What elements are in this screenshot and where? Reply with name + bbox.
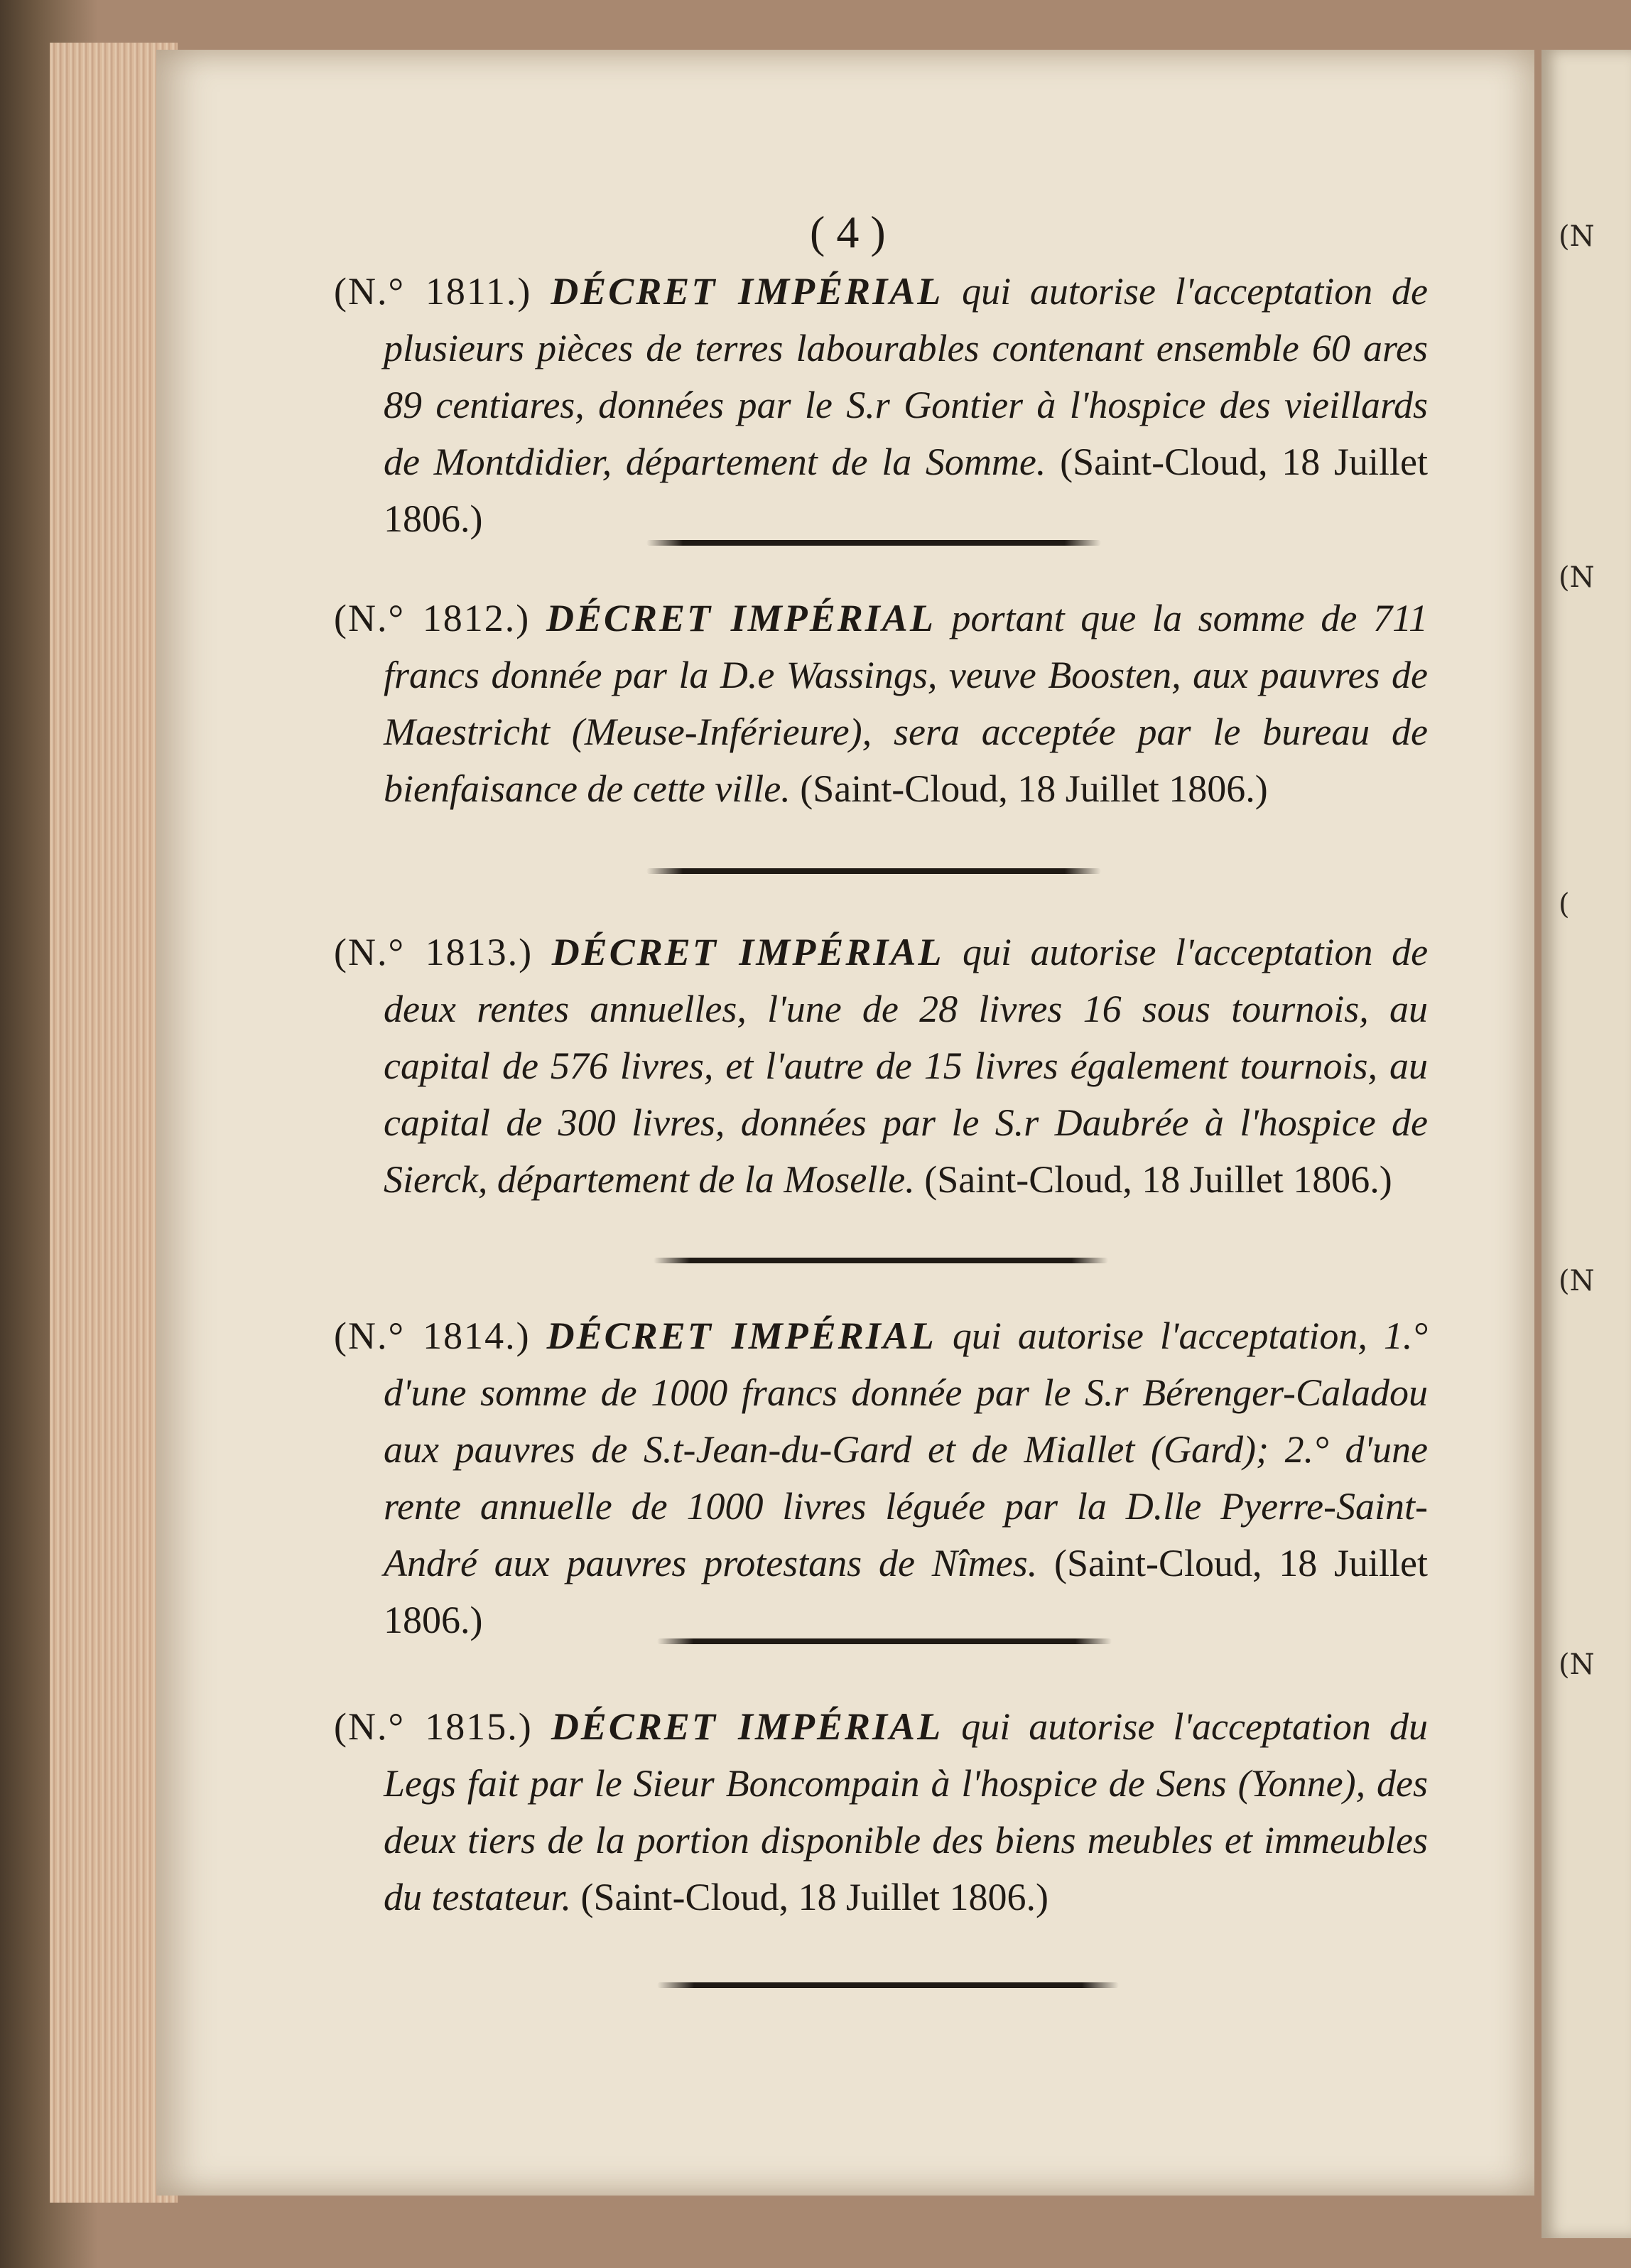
entry-date: (Saint-Cloud, 18 Juillet 1806.) [384,1542,1428,1641]
separator-rule [646,868,1101,874]
entry-date: (Saint-Cloud, 18 Juillet 1806.) [580,1876,1048,1918]
decree-entry [334,1698,1428,1926]
entry-heading: DÉCRET IMPÉRIAL [551,931,944,973]
separator-rule [657,1638,1112,1644]
entry-body: qui autorise l'acceptation du Legs fait par le Sieur Boncompain à l'hospice de Sens (Yonne), des deux tiers de la portion disponible des biens meubles et immeubles du testateur. [384,1705,1429,1918]
separator-rule [657,1982,1119,1988]
decree-entry [334,590,1428,817]
decree-entry [334,924,1428,1208]
entry-body: qui autorise l'acceptation de plusieurs pièces de terres labourables contenant ensemble 60 ares 89 centiares, données par le S.r Gontier à l'hospice des vieillards de Montdidier, département de la Somme. [384,270,1429,483]
entry-date: (Saint-Cloud, 18 Juillet 1806.) [924,1158,1392,1201]
adjacent-page [1541,50,1631,2238]
entry-body: qui autorise l'acceptation de deux rentes annuelles, l'une de 28 livres 16 sous tournois, au capital de 576 livres, et l'autre de 15 livres également tournois, au capital de 300 livres, données par le S.r Daubrée à l'hospice de Sierck, département de la Moselle. [384,931,1429,1201]
adjacent-fragment: (N [1559,561,1595,594]
decree-entry [334,1307,1428,1648]
entry-body: qui autorise l'acceptation, 1.° d'une somme de 1000 francs donnée par le S.r Bérenger-Caladou aux pauvres de S.t-Jean-du-Gard et de Miallet (Gard); 2.° d'une rente annuelle de 1000 livres léguée par la D.lle Pyerre-Saint-André aux pauvres protestans de Nîmes. [384,1314,1429,1584]
entry-number: (N.° 1814.) [334,1314,531,1357]
entry-heading: DÉCRET IMPÉRIAL [551,1705,943,1748]
entry-number: (N.° 1815.) [334,1705,533,1748]
entry-heading: DÉCRET IMPÉRIAL [546,597,936,639]
adjacent-fragment: (N [1559,220,1595,253]
adjacent-fragment: ( [1559,888,1570,921]
entry-number: (N.° 1812.) [334,597,531,639]
adjacent-fragment: (N [1559,1648,1595,1681]
entry-date: (Saint-Cloud, 18 Juillet 1806.) [384,441,1429,540]
page-number: ( 4 ) [810,207,886,257]
entry-number: (N.° 1811.) [334,270,532,313]
adjacent-fragment: (N [1559,1265,1595,1297]
separator-rule [646,540,1101,546]
entry-number: (N.° 1813.) [334,931,533,973]
separator-rule [654,1258,1108,1263]
entry-date: (Saint-Cloud, 18 Juillet 1806.) [800,767,1268,810]
entry-heading: DÉCRET IMPÉRIAL [546,1314,936,1357]
entry-body: portant que la somme de 711 francs donnée par la D.e Wassings, veuve Boosten, aux pauvres de Maestricht (Meuse-Inférieure), sera acceptée par le bureau de bienfaisance de cette ville. [384,597,1429,810]
entry-heading: DÉCRET IMPÉRIAL [551,270,943,313]
decree-entry [334,263,1428,547]
